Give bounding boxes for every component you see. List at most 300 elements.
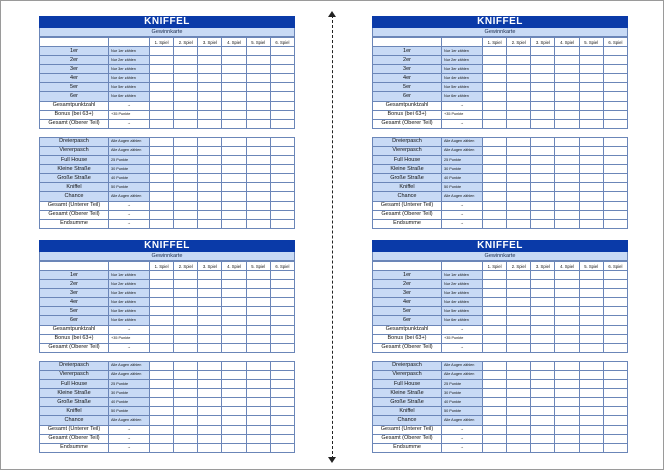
score-cell[interactable] bbox=[507, 210, 531, 219]
score-cell[interactable] bbox=[246, 201, 270, 210]
score-cell[interactable] bbox=[603, 434, 627, 443]
score-cell[interactable] bbox=[246, 343, 270, 352]
score-cell[interactable] bbox=[507, 56, 531, 65]
score-cell[interactable] bbox=[603, 210, 627, 219]
score-cell[interactable] bbox=[483, 83, 507, 92]
score-cell[interactable] bbox=[222, 74, 246, 83]
score-cell[interactable] bbox=[555, 325, 579, 334]
score-cell[interactable] bbox=[198, 298, 222, 307]
score-cell[interactable] bbox=[483, 56, 507, 65]
score-cell[interactable] bbox=[555, 137, 579, 146]
score-cell[interactable] bbox=[270, 47, 294, 56]
score-cell[interactable] bbox=[483, 307, 507, 316]
score-cell[interactable] bbox=[507, 47, 531, 56]
score-cell[interactable] bbox=[246, 119, 270, 128]
score-cell[interactable] bbox=[531, 183, 555, 192]
score-cell[interactable] bbox=[246, 192, 270, 201]
score-cell[interactable] bbox=[270, 146, 294, 155]
score-cell[interactable] bbox=[222, 174, 246, 183]
score-cell[interactable] bbox=[270, 210, 294, 219]
score-cell[interactable] bbox=[270, 361, 294, 370]
score-cell[interactable] bbox=[579, 47, 603, 56]
score-cell[interactable] bbox=[579, 165, 603, 174]
score-cell[interactable] bbox=[603, 92, 627, 101]
score-cell[interactable] bbox=[579, 370, 603, 379]
score-cell[interactable] bbox=[483, 370, 507, 379]
score-cell[interactable] bbox=[270, 334, 294, 343]
score-cell[interactable] bbox=[507, 343, 531, 352]
score-cell[interactable] bbox=[222, 443, 246, 452]
score-cell[interactable] bbox=[507, 316, 531, 325]
score-cell[interactable] bbox=[531, 210, 555, 219]
score-cell[interactable] bbox=[222, 271, 246, 280]
score-cell[interactable] bbox=[507, 219, 531, 228]
score-cell[interactable] bbox=[150, 156, 174, 165]
score-cell[interactable] bbox=[150, 370, 174, 379]
score-cell[interactable] bbox=[483, 110, 507, 119]
score-cell[interactable] bbox=[222, 280, 246, 289]
score-cell[interactable] bbox=[555, 101, 579, 110]
score-cell[interactable] bbox=[174, 47, 198, 56]
score-cell[interactable] bbox=[150, 334, 174, 343]
score-cell[interactable] bbox=[603, 201, 627, 210]
score-cell[interactable] bbox=[150, 434, 174, 443]
score-cell[interactable] bbox=[579, 389, 603, 398]
score-cell[interactable] bbox=[483, 298, 507, 307]
score-cell[interactable] bbox=[483, 443, 507, 452]
score-cell[interactable] bbox=[603, 316, 627, 325]
score-cell[interactable] bbox=[555, 47, 579, 56]
score-cell[interactable] bbox=[198, 65, 222, 74]
score-cell[interactable] bbox=[198, 219, 222, 228]
score-cell[interactable] bbox=[246, 370, 270, 379]
score-cell[interactable] bbox=[222, 56, 246, 65]
score-cell[interactable] bbox=[246, 361, 270, 370]
score-cell[interactable] bbox=[198, 280, 222, 289]
score-cell[interactable] bbox=[174, 298, 198, 307]
score-cell[interactable] bbox=[222, 416, 246, 425]
score-cell[interactable] bbox=[579, 343, 603, 352]
score-cell[interactable] bbox=[150, 271, 174, 280]
score-cell[interactable] bbox=[246, 298, 270, 307]
score-cell[interactable] bbox=[507, 137, 531, 146]
score-cell[interactable] bbox=[246, 137, 270, 146]
score-cell[interactable] bbox=[531, 137, 555, 146]
score-cell[interactable] bbox=[174, 165, 198, 174]
score-cell[interactable] bbox=[198, 389, 222, 398]
score-cell[interactable] bbox=[603, 370, 627, 379]
score-cell[interactable] bbox=[483, 201, 507, 210]
score-cell[interactable] bbox=[198, 416, 222, 425]
score-cell[interactable] bbox=[198, 334, 222, 343]
score-cell[interactable] bbox=[174, 201, 198, 210]
score-cell[interactable] bbox=[483, 271, 507, 280]
score-cell[interactable] bbox=[507, 289, 531, 298]
score-cell[interactable] bbox=[222, 398, 246, 407]
score-cell[interactable] bbox=[603, 174, 627, 183]
score-cell[interactable] bbox=[198, 56, 222, 65]
score-cell[interactable] bbox=[579, 83, 603, 92]
score-cell[interactable] bbox=[603, 361, 627, 370]
score-cell[interactable] bbox=[150, 137, 174, 146]
score-cell[interactable] bbox=[483, 416, 507, 425]
score-cell[interactable] bbox=[222, 101, 246, 110]
score-cell[interactable] bbox=[603, 183, 627, 192]
score-cell[interactable] bbox=[174, 192, 198, 201]
score-cell[interactable] bbox=[483, 434, 507, 443]
score-cell[interactable] bbox=[555, 156, 579, 165]
score-cell[interactable] bbox=[270, 110, 294, 119]
score-cell[interactable] bbox=[603, 65, 627, 74]
score-cell[interactable] bbox=[555, 219, 579, 228]
score-cell[interactable] bbox=[531, 201, 555, 210]
score-cell[interactable] bbox=[507, 119, 531, 128]
score-cell[interactable] bbox=[270, 343, 294, 352]
score-cell[interactable] bbox=[579, 416, 603, 425]
score-cell[interactable] bbox=[483, 165, 507, 174]
score-cell[interactable] bbox=[507, 370, 531, 379]
score-cell[interactable] bbox=[198, 271, 222, 280]
score-cell[interactable] bbox=[507, 307, 531, 316]
score-cell[interactable] bbox=[222, 361, 246, 370]
score-cell[interactable] bbox=[246, 101, 270, 110]
score-cell[interactable] bbox=[483, 325, 507, 334]
score-cell[interactable] bbox=[270, 92, 294, 101]
score-cell[interactable] bbox=[555, 183, 579, 192]
score-cell[interactable] bbox=[579, 443, 603, 452]
score-cell[interactable] bbox=[531, 271, 555, 280]
score-cell[interactable] bbox=[579, 361, 603, 370]
score-cell[interactable] bbox=[507, 65, 531, 74]
score-cell[interactable] bbox=[603, 389, 627, 398]
score-cell[interactable] bbox=[246, 280, 270, 289]
score-cell[interactable] bbox=[531, 443, 555, 452]
score-cell[interactable] bbox=[150, 92, 174, 101]
score-cell[interactable] bbox=[603, 165, 627, 174]
score-cell[interactable] bbox=[174, 137, 198, 146]
score-cell[interactable] bbox=[150, 47, 174, 56]
score-cell[interactable] bbox=[198, 137, 222, 146]
score-cell[interactable] bbox=[507, 110, 531, 119]
score-cell[interactable] bbox=[150, 307, 174, 316]
score-cell[interactable] bbox=[270, 219, 294, 228]
score-cell[interactable] bbox=[555, 334, 579, 343]
score-cell[interactable] bbox=[270, 156, 294, 165]
score-cell[interactable] bbox=[507, 361, 531, 370]
score-cell[interactable] bbox=[483, 119, 507, 128]
score-cell[interactable] bbox=[246, 389, 270, 398]
score-cell[interactable] bbox=[270, 137, 294, 146]
score-cell[interactable] bbox=[174, 307, 198, 316]
score-cell[interactable] bbox=[150, 192, 174, 201]
score-cell[interactable] bbox=[270, 192, 294, 201]
score-cell[interactable] bbox=[579, 192, 603, 201]
score-cell[interactable] bbox=[150, 110, 174, 119]
score-cell[interactable] bbox=[150, 65, 174, 74]
score-cell[interactable] bbox=[150, 174, 174, 183]
score-cell[interactable] bbox=[603, 47, 627, 56]
score-cell[interactable] bbox=[222, 47, 246, 56]
score-cell[interactable] bbox=[150, 398, 174, 407]
score-cell[interactable] bbox=[150, 343, 174, 352]
score-cell[interactable] bbox=[270, 425, 294, 434]
score-cell[interactable] bbox=[507, 83, 531, 92]
score-cell[interactable] bbox=[270, 298, 294, 307]
score-cell[interactable] bbox=[555, 146, 579, 155]
score-cell[interactable] bbox=[555, 201, 579, 210]
score-cell[interactable] bbox=[483, 389, 507, 398]
score-cell[interactable] bbox=[246, 74, 270, 83]
score-cell[interactable] bbox=[603, 219, 627, 228]
score-cell[interactable] bbox=[222, 83, 246, 92]
score-cell[interactable] bbox=[483, 398, 507, 407]
score-cell[interactable] bbox=[198, 146, 222, 155]
score-cell[interactable] bbox=[531, 174, 555, 183]
score-cell[interactable] bbox=[555, 380, 579, 389]
score-cell[interactable] bbox=[222, 407, 246, 416]
score-cell[interactable] bbox=[270, 174, 294, 183]
score-cell[interactable] bbox=[222, 325, 246, 334]
score-cell[interactable] bbox=[579, 110, 603, 119]
score-cell[interactable] bbox=[603, 101, 627, 110]
score-cell[interactable] bbox=[174, 289, 198, 298]
score-cell[interactable] bbox=[603, 137, 627, 146]
score-cell[interactable] bbox=[531, 325, 555, 334]
score-cell[interactable] bbox=[507, 201, 531, 210]
score-cell[interactable] bbox=[531, 146, 555, 155]
score-cell[interactable] bbox=[483, 316, 507, 325]
score-cell[interactable] bbox=[270, 389, 294, 398]
score-cell[interactable] bbox=[150, 210, 174, 219]
score-cell[interactable] bbox=[198, 92, 222, 101]
score-cell[interactable] bbox=[579, 201, 603, 210]
score-cell[interactable] bbox=[483, 343, 507, 352]
score-cell[interactable] bbox=[246, 398, 270, 407]
score-cell[interactable] bbox=[270, 56, 294, 65]
score-cell[interactable] bbox=[483, 156, 507, 165]
score-cell[interactable] bbox=[198, 47, 222, 56]
score-cell[interactable] bbox=[579, 101, 603, 110]
score-cell[interactable] bbox=[270, 183, 294, 192]
score-cell[interactable] bbox=[531, 343, 555, 352]
score-cell[interactable] bbox=[150, 165, 174, 174]
score-cell[interactable] bbox=[507, 416, 531, 425]
score-cell[interactable] bbox=[222, 219, 246, 228]
score-cell[interactable] bbox=[531, 47, 555, 56]
score-cell[interactable] bbox=[579, 434, 603, 443]
score-cell[interactable] bbox=[198, 407, 222, 416]
score-cell[interactable] bbox=[555, 280, 579, 289]
score-cell[interactable] bbox=[270, 165, 294, 174]
score-cell[interactable] bbox=[270, 416, 294, 425]
score-cell[interactable] bbox=[246, 156, 270, 165]
score-cell[interactable] bbox=[270, 407, 294, 416]
score-cell[interactable] bbox=[174, 92, 198, 101]
score-cell[interactable] bbox=[579, 298, 603, 307]
score-cell[interactable] bbox=[222, 298, 246, 307]
score-cell[interactable] bbox=[603, 398, 627, 407]
score-cell[interactable] bbox=[222, 165, 246, 174]
score-cell[interactable] bbox=[531, 56, 555, 65]
score-cell[interactable] bbox=[198, 361, 222, 370]
score-cell[interactable] bbox=[507, 325, 531, 334]
score-cell[interactable] bbox=[198, 425, 222, 434]
score-cell[interactable] bbox=[174, 271, 198, 280]
score-cell[interactable] bbox=[270, 325, 294, 334]
score-cell[interactable] bbox=[270, 271, 294, 280]
score-cell[interactable] bbox=[270, 101, 294, 110]
score-cell[interactable] bbox=[483, 219, 507, 228]
score-cell[interactable] bbox=[579, 174, 603, 183]
score-cell[interactable] bbox=[174, 101, 198, 110]
score-cell[interactable] bbox=[579, 210, 603, 219]
score-cell[interactable] bbox=[531, 289, 555, 298]
score-cell[interactable] bbox=[246, 316, 270, 325]
score-cell[interactable] bbox=[579, 219, 603, 228]
score-cell[interactable] bbox=[174, 156, 198, 165]
score-cell[interactable] bbox=[246, 146, 270, 155]
score-cell[interactable] bbox=[222, 307, 246, 316]
score-cell[interactable] bbox=[483, 210, 507, 219]
score-cell[interactable] bbox=[555, 83, 579, 92]
score-cell[interactable] bbox=[555, 65, 579, 74]
score-cell[interactable] bbox=[174, 416, 198, 425]
score-cell[interactable] bbox=[270, 380, 294, 389]
score-cell[interactable] bbox=[222, 192, 246, 201]
score-cell[interactable] bbox=[198, 83, 222, 92]
score-cell[interactable] bbox=[246, 174, 270, 183]
score-cell[interactable] bbox=[531, 74, 555, 83]
score-cell[interactable] bbox=[222, 137, 246, 146]
score-cell[interactable] bbox=[603, 74, 627, 83]
score-cell[interactable] bbox=[174, 219, 198, 228]
score-cell[interactable] bbox=[246, 407, 270, 416]
score-cell[interactable] bbox=[603, 280, 627, 289]
score-cell[interactable] bbox=[555, 370, 579, 379]
score-cell[interactable] bbox=[174, 210, 198, 219]
score-cell[interactable] bbox=[150, 83, 174, 92]
score-cell[interactable] bbox=[222, 92, 246, 101]
score-cell[interactable] bbox=[507, 398, 531, 407]
score-cell[interactable] bbox=[579, 156, 603, 165]
score-cell[interactable] bbox=[531, 165, 555, 174]
score-cell[interactable] bbox=[174, 325, 198, 334]
score-cell[interactable] bbox=[531, 192, 555, 201]
score-cell[interactable] bbox=[555, 192, 579, 201]
score-cell[interactable] bbox=[531, 425, 555, 434]
score-cell[interactable] bbox=[579, 65, 603, 74]
score-cell[interactable] bbox=[198, 443, 222, 452]
score-cell[interactable] bbox=[531, 370, 555, 379]
score-cell[interactable] bbox=[579, 398, 603, 407]
score-cell[interactable] bbox=[270, 280, 294, 289]
score-cell[interactable] bbox=[246, 47, 270, 56]
score-cell[interactable] bbox=[222, 434, 246, 443]
score-cell[interactable] bbox=[603, 110, 627, 119]
score-cell[interactable] bbox=[270, 307, 294, 316]
score-cell[interactable] bbox=[555, 119, 579, 128]
score-cell[interactable] bbox=[531, 416, 555, 425]
score-cell[interactable] bbox=[603, 298, 627, 307]
score-cell[interactable] bbox=[531, 92, 555, 101]
score-cell[interactable] bbox=[603, 307, 627, 316]
score-cell[interactable] bbox=[483, 425, 507, 434]
score-cell[interactable] bbox=[483, 65, 507, 74]
score-cell[interactable] bbox=[270, 289, 294, 298]
score-cell[interactable] bbox=[174, 407, 198, 416]
score-cell[interactable] bbox=[246, 219, 270, 228]
score-cell[interactable] bbox=[507, 192, 531, 201]
score-cell[interactable] bbox=[270, 201, 294, 210]
score-cell[interactable] bbox=[507, 92, 531, 101]
score-cell[interactable] bbox=[270, 74, 294, 83]
score-cell[interactable] bbox=[150, 389, 174, 398]
score-cell[interactable] bbox=[483, 137, 507, 146]
score-cell[interactable] bbox=[174, 443, 198, 452]
score-cell[interactable] bbox=[222, 210, 246, 219]
score-cell[interactable] bbox=[174, 280, 198, 289]
score-cell[interactable] bbox=[483, 380, 507, 389]
score-cell[interactable] bbox=[531, 101, 555, 110]
score-cell[interactable] bbox=[483, 289, 507, 298]
score-cell[interactable] bbox=[531, 110, 555, 119]
score-cell[interactable] bbox=[150, 201, 174, 210]
score-cell[interactable] bbox=[246, 443, 270, 452]
score-cell[interactable] bbox=[555, 343, 579, 352]
score-cell[interactable] bbox=[174, 343, 198, 352]
score-cell[interactable] bbox=[222, 343, 246, 352]
score-cell[interactable] bbox=[603, 119, 627, 128]
score-cell[interactable] bbox=[174, 398, 198, 407]
score-cell[interactable] bbox=[507, 389, 531, 398]
score-cell[interactable] bbox=[174, 83, 198, 92]
score-cell[interactable] bbox=[270, 398, 294, 407]
score-cell[interactable] bbox=[603, 83, 627, 92]
score-cell[interactable] bbox=[222, 65, 246, 74]
score-cell[interactable] bbox=[150, 425, 174, 434]
score-cell[interactable] bbox=[507, 146, 531, 155]
score-cell[interactable] bbox=[579, 74, 603, 83]
score-cell[interactable] bbox=[246, 56, 270, 65]
score-cell[interactable] bbox=[483, 280, 507, 289]
score-cell[interactable] bbox=[603, 156, 627, 165]
score-cell[interactable] bbox=[579, 425, 603, 434]
score-cell[interactable] bbox=[555, 416, 579, 425]
score-cell[interactable] bbox=[270, 119, 294, 128]
score-cell[interactable] bbox=[198, 156, 222, 165]
score-cell[interactable] bbox=[507, 334, 531, 343]
score-cell[interactable] bbox=[222, 183, 246, 192]
score-cell[interactable] bbox=[174, 434, 198, 443]
score-cell[interactable] bbox=[555, 407, 579, 416]
score-cell[interactable] bbox=[246, 165, 270, 174]
score-cell[interactable] bbox=[579, 334, 603, 343]
score-cell[interactable] bbox=[150, 219, 174, 228]
score-cell[interactable] bbox=[507, 174, 531, 183]
score-cell[interactable] bbox=[150, 361, 174, 370]
score-cell[interactable] bbox=[531, 298, 555, 307]
score-cell[interactable] bbox=[174, 174, 198, 183]
score-cell[interactable] bbox=[483, 47, 507, 56]
score-cell[interactable] bbox=[150, 183, 174, 192]
score-cell[interactable] bbox=[603, 343, 627, 352]
score-cell[interactable] bbox=[270, 370, 294, 379]
score-cell[interactable] bbox=[483, 101, 507, 110]
score-cell[interactable] bbox=[198, 316, 222, 325]
score-cell[interactable] bbox=[483, 334, 507, 343]
score-cell[interactable] bbox=[222, 380, 246, 389]
score-cell[interactable] bbox=[150, 74, 174, 83]
